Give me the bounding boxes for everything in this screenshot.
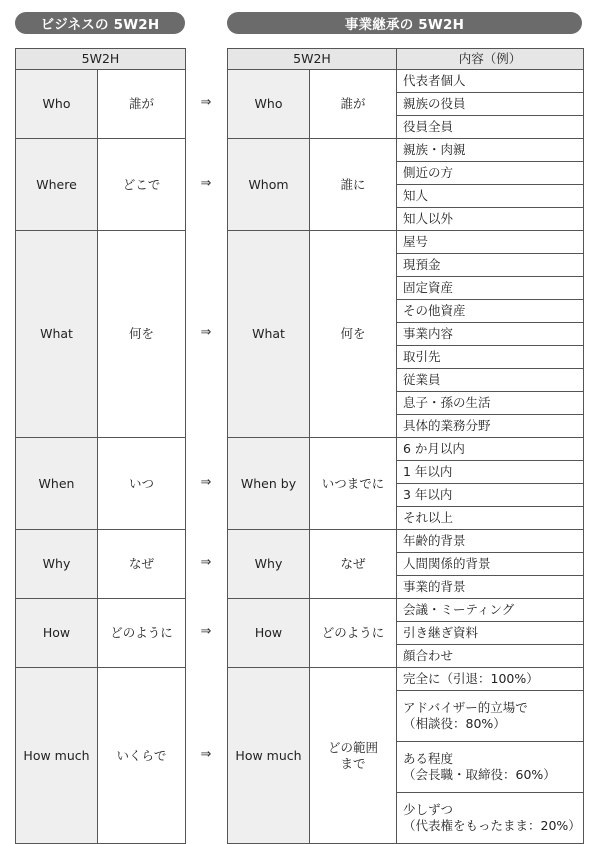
left-row-jp: いくらで — [98, 668, 185, 843]
left-row-en: What — [16, 231, 97, 437]
left-row-jp: どのように — [98, 599, 185, 667]
right-row-jp: 誰に — [310, 139, 396, 230]
content-item: 3 年以内 — [397, 484, 583, 506]
right-row-jp: なぜ — [310, 530, 396, 598]
arrow-icon: ⇒ — [200, 624, 212, 639]
content-item: 顔合わせ — [397, 645, 583, 667]
left-header-5w2h: 5W2H — [16, 49, 185, 69]
content-item: 1 年以内 — [397, 461, 583, 483]
left-row-en: How much — [16, 668, 97, 843]
right-row-en: Why — [228, 530, 309, 598]
left-row-jp: 何を — [98, 231, 185, 437]
content-item: 知人以外 — [397, 208, 583, 230]
content-item: 側近の方 — [397, 162, 583, 184]
right-row-en: Whom — [228, 139, 309, 230]
content-item: 6 か月以内 — [397, 438, 583, 460]
content-item: 少しずつ （代表権をもったまま：20%） — [397, 793, 583, 843]
content-item: 代表者個人 — [397, 70, 583, 92]
content-item: それ以上 — [397, 507, 583, 529]
left-row-en: How — [16, 599, 97, 667]
arrow-icon: ⇒ — [200, 325, 212, 340]
left-title: ビジネスの 5W2H — [15, 12, 185, 34]
left-row-en: When — [16, 438, 97, 529]
content-item: 引き継ぎ資料 — [397, 622, 583, 644]
content-item: 事業内容 — [397, 323, 583, 345]
content-item: 知人 — [397, 185, 583, 207]
left-row-en: Who — [16, 70, 97, 138]
content-item: 事業的背景 — [397, 576, 583, 598]
succession-5w2h-table — [227, 48, 584, 844]
business-5w2h-table — [15, 48, 186, 844]
left-row-jp: いつ — [98, 438, 185, 529]
right-row-jp: いつまでに — [310, 438, 396, 529]
arrow-icon: ⇒ — [200, 555, 212, 570]
content-item: 会議・ミーティング — [397, 599, 583, 621]
content-item: 人間関係的背景 — [397, 553, 583, 575]
right-row-en: How much — [228, 668, 309, 843]
content-item: 屋号 — [397, 231, 583, 253]
arrow-icon: ⇒ — [200, 746, 212, 762]
right-header-5w2h: 5W2H — [228, 49, 396, 69]
content-item: 年齢的背景 — [397, 530, 583, 552]
left-row-jp: なぜ — [98, 530, 185, 598]
arrow-icon: ⇒ — [200, 95, 212, 110]
right-row-jp: 何を — [310, 231, 396, 437]
right-row-en: What — [228, 231, 309, 437]
content-item: 親族・肉親 — [397, 139, 583, 161]
arrow-icon: ⇒ — [200, 474, 212, 490]
content-item: 取引先 — [397, 346, 583, 368]
right-row-jp: どのように — [310, 599, 396, 667]
left-row-en: Why — [16, 530, 97, 598]
content-item: その他資産 — [397, 300, 583, 322]
content-item: ある程度 （会長職・取締役：60%） — [397, 742, 583, 792]
right-header-content: 内容（例） — [397, 49, 583, 69]
content-item: 現預金 — [397, 254, 583, 276]
right-row-en: How — [228, 599, 309, 667]
right-row-jp: 誰が — [310, 70, 396, 138]
right-title: 事業継承の 5W2H — [227, 12, 582, 34]
content-item: 具体的業務分野 — [397, 415, 583, 437]
content-item: 従業員 — [397, 369, 583, 391]
arrow-icon: ⇒ — [200, 175, 212, 191]
left-row-en: Where — [16, 139, 97, 230]
right-row-en: Who — [228, 70, 309, 138]
right-row-jp: どの範囲 まで — [310, 668, 396, 843]
right-row-en: When by — [228, 438, 309, 529]
content-item: アドバイザー的立場で （相談役：80%） — [397, 691, 583, 741]
left-row-jp: どこで — [98, 139, 185, 230]
left-row-jp: 誰が — [98, 70, 185, 138]
content-item: 役員全員 — [397, 116, 583, 138]
content-item: 息子・孫の生活 — [397, 392, 583, 414]
content-item: 完全に（引退：100%） — [397, 668, 583, 690]
content-item: 固定資産 — [397, 277, 583, 299]
content-item: 親族の役員 — [397, 93, 583, 115]
